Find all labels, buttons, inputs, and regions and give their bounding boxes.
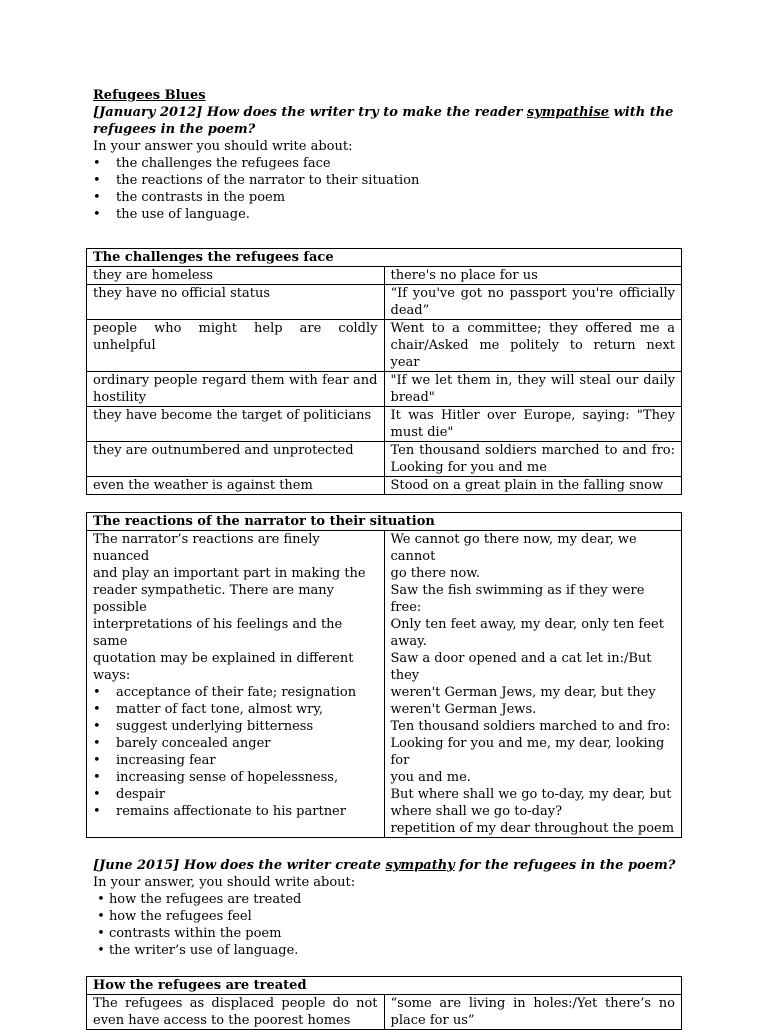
table-cell: they have become the target of politicians — [87, 407, 385, 442]
table-cell: Stood on a great plain in the falling snow — [384, 477, 682, 495]
bullet-item: • the contrasts in the poem — [93, 189, 683, 206]
quote-line: We cannot go there now, my dear, we cannot — [390, 532, 637, 564]
quote-line: Saw a door opened and a cat let in:/But they — [390, 651, 652, 683]
notes-line: reader sympathetic. There are many possible — [93, 583, 335, 615]
bullet-item: • the use of language. — [93, 206, 683, 223]
table-row — [87, 477, 682, 495]
quote-line: Only ten feet away, my dear, only ten feet — [390, 617, 664, 632]
quote-line: weren't German Jews. — [390, 702, 537, 717]
question-2-text: [June 2015] How does the writer create — [93, 858, 386, 873]
quote-line: away. — [390, 634, 427, 649]
question-1-text-end: with the refugees in the poem? — [93, 105, 674, 137]
table-row — [87, 531, 682, 838]
notes-line: interpretations of his feelings and the same — [93, 617, 343, 649]
table-row — [87, 267, 682, 285]
bullet-item: • matter of fact tone, almost wry, — [93, 701, 378, 718]
table-cell: people who might help are coldly unhelpful — [87, 320, 385, 372]
document-title: Refugees Blues — [93, 88, 206, 103]
table-cell: "If we let them in, they will steal our daily bread" — [384, 372, 682, 407]
bullet-item: • acceptance of their fate; resignation — [93, 684, 378, 701]
reactions-quotes-cell — [384, 531, 682, 838]
document-page — [93, 87, 683, 1030]
notes-line: quotation may be explained in different — [93, 651, 354, 666]
table-cell: The refugees as displaced people do not even have access to the poorest homes — [87, 995, 385, 1030]
bullet-item: • the reactions of the narrator to their situation — [93, 172, 683, 189]
quote-line: repetition of my dear throughout the poem — [390, 821, 675, 836]
question-2-bullets — [93, 891, 683, 959]
bullet-item: • despair — [93, 786, 378, 803]
table-row — [87, 320, 682, 372]
reactions-table-header: The reactions of the narrator to their situation — [87, 513, 682, 531]
table-row — [87, 372, 682, 407]
bullet-item: • increasing sense of hopelessness, — [93, 769, 378, 786]
quote-line: go there now. — [390, 566, 481, 581]
treatment-table — [86, 976, 682, 1030]
reactions-bullets — [93, 684, 378, 820]
reactions-notes-cell — [87, 531, 385, 838]
notes-line: The narrator’s reactions are finely nuanced — [93, 532, 320, 564]
challenges-table-header: The challenges the refugees face — [87, 249, 682, 267]
quote-line: Looking for you and me, my dear, looking — [390, 736, 665, 751]
challenges-table — [86, 248, 682, 495]
quote-line: weren't German Jews, my dear, but they — [390, 685, 656, 700]
question-1-keyword: sympathise — [526, 105, 610, 120]
question-1-text: [January 2012] How does the writer try to make the reader — [93, 105, 527, 120]
table-row — [87, 442, 682, 477]
table-row — [87, 995, 682, 1030]
bullet-item: • how the refugees feel — [93, 908, 683, 925]
question-1 — [93, 104, 683, 138]
bullet-item: • the writer’s use of language. — [93, 942, 683, 959]
table-cell: they have no official status — [87, 285, 385, 320]
question-1-lead: In your answer you should write about: — [93, 139, 353, 154]
reactions-table — [86, 512, 682, 838]
bullet-item: • remains affectionate to his partner — [93, 803, 378, 820]
table-cell: “If you've got no passport you're officially dead” — [384, 285, 682, 320]
table-cell: there's no place for us — [384, 267, 682, 285]
bullet-item: • how the refugees are treated — [93, 891, 683, 908]
bullet-item: • the challenges the refugees face — [93, 155, 683, 172]
quote-line: Ten thousand soldiers marched to and fro: — [390, 719, 671, 734]
table-cell: ordinary people regard them with fear and hostility — [87, 372, 385, 407]
notes-line: and play an important part in making the — [93, 566, 366, 581]
quote-line: for — [390, 753, 410, 768]
table-cell: even the weather is against them — [87, 477, 385, 495]
table-cell: “some are living in holes:/Yet there’s no place for us” — [384, 995, 682, 1030]
table-cell: Ten thousand soldiers marched to and fro: Looking for you and me — [384, 442, 682, 477]
quote-line: you and me. — [390, 770, 471, 785]
bullet-item: • increasing fear — [93, 752, 378, 769]
question-2-lead: In your answer, you should write about: — [93, 875, 356, 890]
table-row — [87, 285, 682, 320]
table-cell: Went to a committee; they offered me a chair/Asked me politely to return next year — [384, 320, 682, 372]
question-2-text-end: for the refugees in the poem? — [454, 858, 676, 873]
quote-line: where shall we go to-day? — [390, 804, 563, 819]
table-row — [87, 407, 682, 442]
bullet-item: • barely concealed anger — [93, 735, 378, 752]
bullet-item: • contrasts within the poem — [93, 925, 683, 942]
question-2 — [93, 857, 683, 874]
treatment-table-header: How the refugees are treated — [87, 977, 682, 995]
table-cell: they are homeless — [87, 267, 385, 285]
table-cell: they are outnumbered and unprotected — [87, 442, 385, 477]
table-cell: It was Hitler over Europe, saying: "They must die" — [384, 407, 682, 442]
question-2-keyword: sympathy — [385, 858, 455, 873]
question-1-bullets — [93, 155, 683, 223]
quote-line: Saw the fish swimming as if they were free: — [390, 583, 645, 615]
bullet-item: • suggest underlying bitterness — [93, 718, 378, 735]
notes-line: ways: — [93, 668, 131, 683]
quote-line: But where shall we go to-day, my dear, but — [390, 787, 672, 802]
